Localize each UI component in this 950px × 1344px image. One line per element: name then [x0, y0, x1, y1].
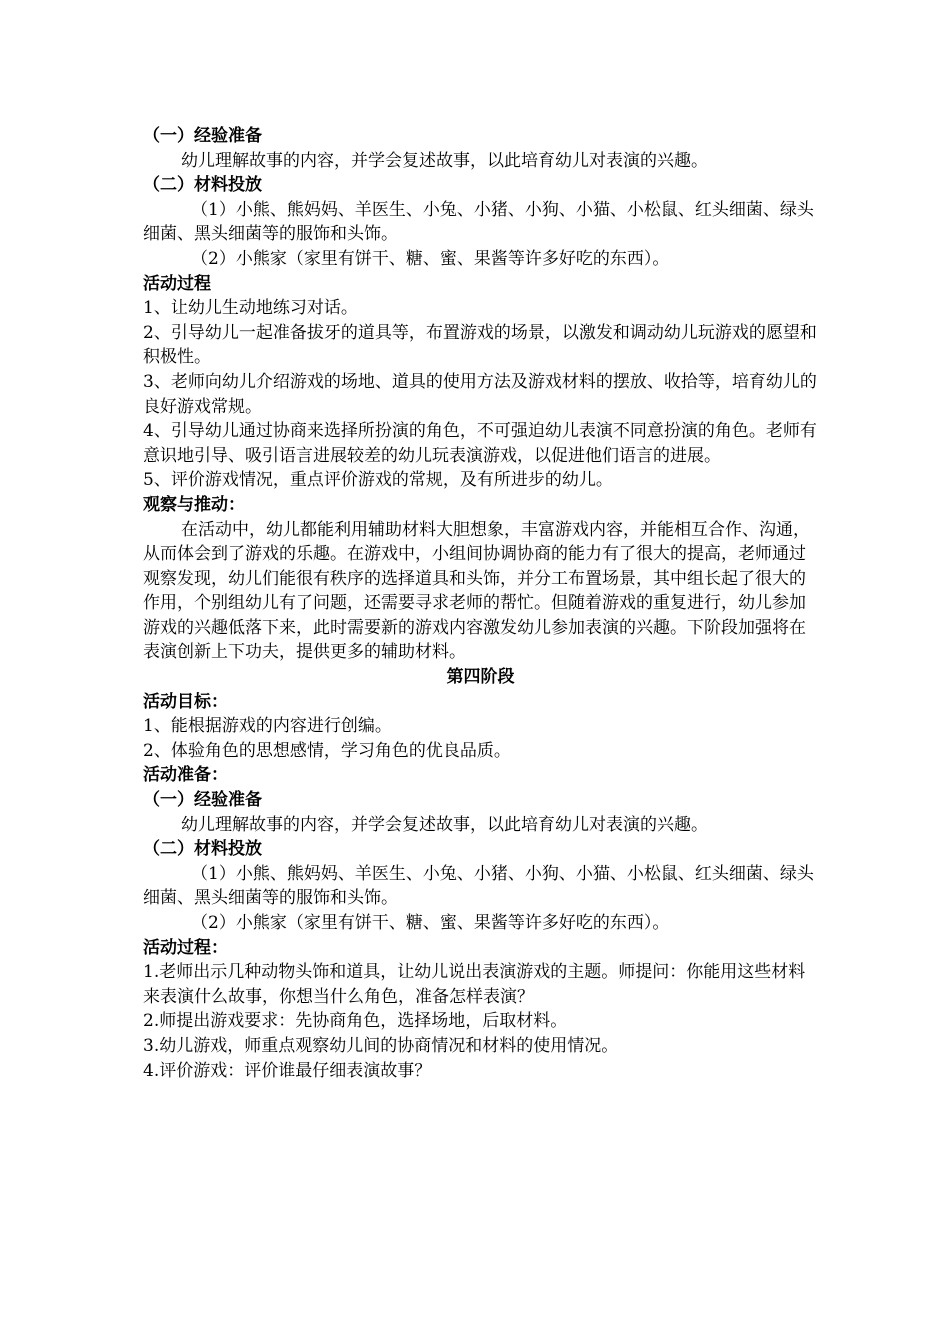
list-item: 4.评价游戏：评价谁最仔细表演故事？ [143, 1060, 432, 1081]
section-heading: 活动过程： [143, 937, 228, 958]
list-item: 2.师提出游戏要求：先协商角色，选择场地，后取材料。 [143, 1011, 568, 1032]
paragraph: 幼儿理解故事的内容，并学会复述故事，以此培育幼儿对表演的兴趣。 [181, 814, 708, 835]
section-heading: （二）材料投放 [143, 839, 262, 860]
list-item: 1.老师出示几种动物头饰和道具，让幼儿说出表演游戏的主题。师提问：你能用这些材料来表演什么故事，你想当什么角色，准备怎样表演？ [143, 962, 806, 1007]
document-body [143, 124, 818, 1083]
section-heading: （一）经验准备 [143, 790, 262, 811]
section-heading: （二）材料投放 [143, 175, 262, 196]
list-item: 5、评价游戏情况，重点评价游戏的常规，及有所进步的幼儿。 [143, 470, 613, 491]
section-heading: 活动准备： [143, 765, 228, 786]
list-item: 4、引导幼儿通过协商来选择所扮演的角色，不可强迫幼儿表演不同意扮演的角色。老师有意识地引导、吸引语言进展较差的幼儿玩表演游戏，以促进他们语言的进展。 [143, 421, 817, 466]
paragraph: （1）小熊、熊妈妈、羊医生、小兔、小猪、小狗、小猫、小松鼠、红头细菌、绿头细菌、黑头细菌等的服饰和头饰。 [143, 863, 814, 909]
paragraph: 幼儿理解故事的内容，并学会复述故事，以此培育幼儿对表演的兴趣。 [181, 150, 708, 171]
list-item: 2、体验角色的思想感情，学习角色的优良品质。 [143, 740, 511, 761]
paragraph: （2）小熊家（家里有饼干、糖、蜜、果酱等许多好吃的东西）。 [191, 248, 670, 269]
list-item: 3、老师向幼儿介绍游戏的场地、道具的使用方法及游戏材料的摆放、收拾等，培育幼儿的良好游戏常规。 [143, 371, 817, 417]
list-item: 2、引导幼儿一起准备拔牙的道具等，布置游戏的场景，以激发和调动幼儿玩游戏的愿望和积极性。 [143, 322, 817, 368]
section-heading: 活动过程 [143, 273, 211, 294]
section-heading: （一）经验准备 [143, 126, 262, 146]
section-heading: 观察与推动： [143, 494, 245, 515]
list-item: 1、让幼儿生动地练习对话。 [143, 298, 358, 319]
paragraph: （2）小熊家（家里有饼干、糖、蜜、果酱等许多好吃的东西）。 [191, 913, 670, 933]
stage-title: 第四阶段 [446, 667, 515, 688]
list-item: 1、能根据游戏的内容进行创编。 [143, 716, 392, 737]
paragraph: （1）小熊、熊妈妈、羊医生、小兔、小猪、小狗、小猫、小松鼠、红头细菌、绿头细菌、黑头细菌等的服饰和头饰。 [143, 199, 814, 245]
paragraph: 在活动中，幼儿都能利用辅助材料大胆想象，丰富游戏内容，并能相互合作、沟通，从而体会到了游戏的乐趣。在游戏中，小组间协调协商的能力有了很大的提高，老师通过观察发现，幼儿们能很有秩序的选择道具和头饰，并分工布置场景，其中组长起了很大的作用，个别组幼儿有了问题，还需要寻求老师的帮忙。但随着游戏的重复进行，幼儿参加游戏的兴趣低落下来，此时需要新的游戏内容激发幼儿参加表演的兴趣。下阶段加强将在表演创新上下功夫，提供更多的辅助材料。 [143, 519, 810, 663]
section-heading: 活动目标： [143, 691, 228, 712]
list-item: 3.幼儿游戏，师重点观察幼儿间的协商情况和材料的使用情况。 [143, 1035, 619, 1056]
